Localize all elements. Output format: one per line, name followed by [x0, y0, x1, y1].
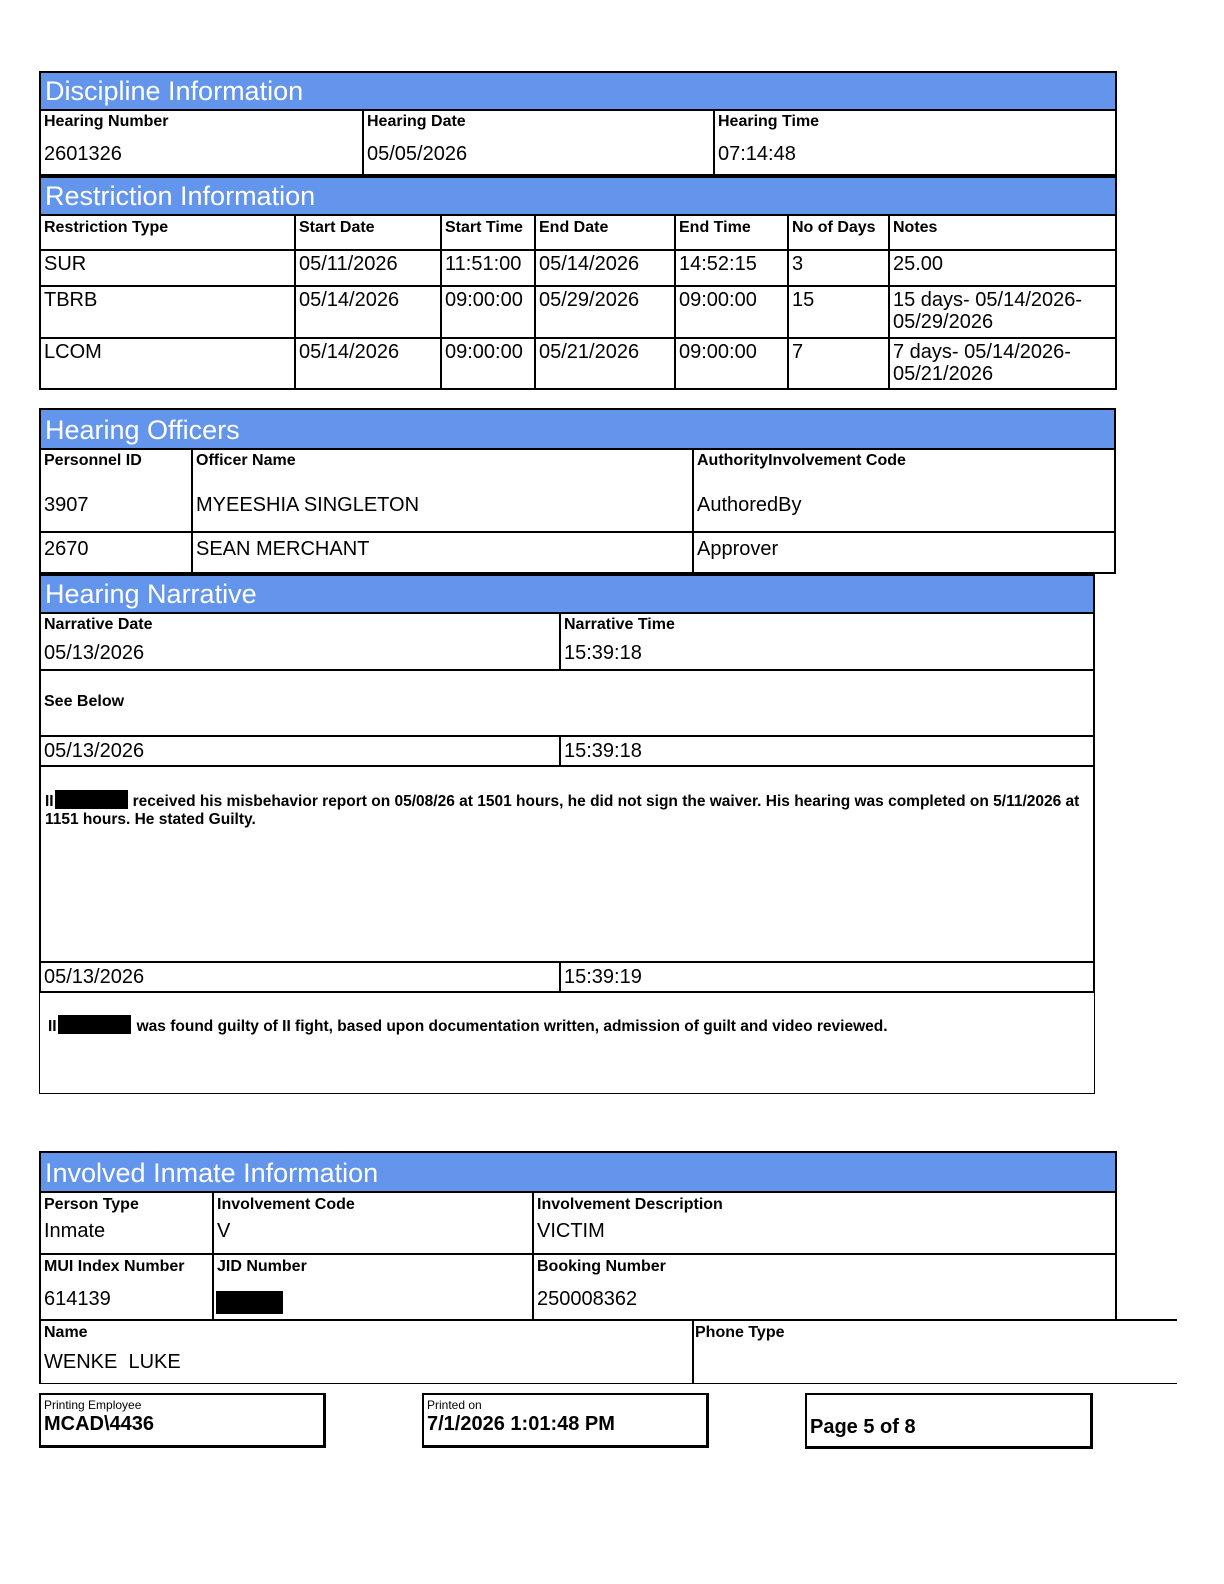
restriction-row-1-start-time: 11:51:00 — [440, 249, 536, 287]
see-below-text: See Below — [44, 693, 125, 710]
hearing-date-value: 05/05/2026 — [367, 143, 468, 165]
restriction-row-2-start-time: 09:00:00 — [440, 285, 536, 339]
name-label: Name — [44, 1324, 88, 1341]
booking-value: 250008362 — [537, 1288, 638, 1310]
restriction-col-notes: Notes — [888, 214, 1117, 251]
jid-cell — [212, 1253, 534, 1321]
hearing-time-value: 07:14:48 — [718, 143, 796, 165]
see-below-cell — [39, 669, 1095, 737]
involvement-desc-cell — [532, 1191, 1117, 1255]
involvement-desc-label: Involvement Description — [537, 1196, 723, 1213]
restriction-row-3-end-time: 09:00:00 — [674, 337, 789, 390]
narrative-date-value: 05/13/2026 — [44, 642, 145, 664]
involvement-code-label: Involvement Code — [217, 1196, 355, 1213]
narrative-time-cell — [559, 612, 1095, 671]
restriction-row-2-start-date: 05/14/2026 — [294, 285, 442, 339]
restriction-row-3-type: LCOM — [39, 337, 296, 390]
officer-name-label: Officer Name — [196, 452, 296, 469]
redaction-block — [58, 1015, 131, 1034]
page-number-box — [805, 1393, 1093, 1449]
restriction-col-start-time: Start Time — [440, 214, 536, 251]
involvement-code-cell — [212, 1191, 534, 1255]
narrative-section-header: Hearing Narrative — [39, 574, 1095, 614]
restriction-row-3-notes: 7 days- 05/14/2026-05/21/2026 — [888, 337, 1117, 390]
restriction-row-3-start-time: 09:00:00 — [440, 337, 536, 390]
restriction-col-start-date: Start Date — [294, 214, 442, 251]
narrative-entry-1-date: 05/13/2026 — [39, 735, 561, 767]
officer-row-1-id: 3907 — [44, 494, 89, 516]
booking-cell — [532, 1253, 1117, 1321]
person-type-value: Inmate — [44, 1220, 106, 1242]
phone-type-cell — [692, 1319, 1177, 1384]
booking-label: Booking Number — [537, 1258, 666, 1275]
hearing-time-cell — [713, 109, 1117, 176]
printed-on-value: 7/1/2026 1:01:48 PM — [427, 1413, 615, 1435]
hearing-number-label: Hearing Number — [44, 113, 169, 130]
printing-employee-value: MCAD\4436 — [44, 1413, 155, 1435]
narrative-entry-2-time: 15:39:19 — [559, 961, 1095, 993]
jid-redaction-block — [216, 1291, 283, 1314]
printed-on-label: Printed on — [427, 1398, 482, 1412]
inmate-section-header: Involved Inmate Information — [39, 1151, 1117, 1193]
mui-label: MUI Index Number — [44, 1258, 185, 1275]
restriction-row-3-end-date: 05/21/2026 — [534, 337, 676, 390]
narrative-entry-1-text: received his misbehavior report on 05/08/26 at 1501 hours, he did not sign the waiver. His hearing was completed on 5/11/2026 at 1151 hours. He stated Guilty. — [45, 793, 1080, 828]
hearing-date-cell — [362, 109, 715, 176]
officers-section-header: Hearing Officers — [39, 408, 1116, 450]
narrative-entry-2-text: was found guilty of II fight, based upon documentation written, admission of guilt and video reviewed. — [136, 1018, 888, 1035]
printing-employee-label: Printing Employee — [44, 1398, 142, 1412]
restriction-row-2-end-date: 05/29/2026 — [534, 285, 676, 339]
restriction-row-1-type: SUR — [39, 249, 296, 287]
restriction-col-type: Restriction Type — [39, 214, 296, 251]
restriction-row-1-days: 3 — [787, 249, 890, 287]
restriction-row-2-type: TBRB — [39, 285, 296, 339]
narrative-time-label: Narrative Time — [564, 616, 675, 633]
officer-row-2-id: 2670 — [39, 531, 193, 574]
restriction-row-2-end-time: 09:00:00 — [674, 285, 789, 339]
mui-value: 614139 — [44, 1288, 111, 1310]
narrative-entry-1-prefix: II — [45, 793, 54, 810]
officer-row-2-code: Approver — [692, 531, 1116, 574]
name-value: WENKE LUKE — [44, 1351, 181, 1373]
restriction-row-2-notes: 15 days- 05/14/2026-05/29/2026 — [888, 285, 1117, 339]
narrative-time-value: 15:39:18 — [564, 642, 642, 664]
officer-col-authority — [692, 448, 1116, 533]
page-number: Page 5 of 8 — [810, 1416, 916, 1438]
restriction-col-end-date: End Date — [534, 214, 676, 251]
discipline-section-header: Discipline Information — [39, 71, 1117, 111]
officer-col-personnel-id — [39, 448, 193, 533]
narrative-entry-2-paragraph — [40, 991, 1094, 1036]
officer-row-2-name: SEAN MERCHANT — [191, 531, 694, 574]
person-type-label: Person Type — [44, 1196, 139, 1213]
officer-row-1-code: AuthoredBy — [697, 494, 802, 516]
narrative-date-cell — [39, 612, 561, 671]
restriction-row-3-days: 7 — [787, 337, 890, 390]
printed-on-box — [422, 1393, 709, 1448]
restriction-col-end-time: End Time — [674, 214, 789, 251]
hearing-time-label: Hearing Time — [718, 113, 820, 130]
printing-employee-box — [39, 1393, 326, 1448]
narrative-entry-1-paragraph — [41, 767, 1093, 829]
restriction-row-1-notes: 25.00 — [888, 249, 1117, 287]
narrative-date-label: Narrative Date — [44, 616, 153, 633]
narrative-entry-2-prefix: II — [48, 1018, 57, 1035]
hearing-date-label: Hearing Date — [367, 113, 466, 130]
officer-col-name — [191, 448, 694, 533]
restriction-row-1-end-time: 14:52:15 — [674, 249, 789, 287]
restriction-section-header: Restriction Information — [39, 176, 1117, 216]
phone-type-label: Phone Type — [695, 1324, 785, 1341]
officer-row-1-name: MYEESHIA SINGLETON — [196, 494, 420, 516]
mui-cell — [39, 1253, 214, 1321]
restriction-col-days: No of Days — [787, 214, 890, 251]
restriction-row-1-start-date: 05/11/2026 — [294, 249, 442, 287]
redaction-block — [55, 790, 128, 809]
narrative-entry-1-body — [39, 765, 1095, 963]
restriction-row-3-start-date: 05/14/2026 — [294, 337, 442, 390]
narrative-entry-1-time: 15:39:18 — [559, 735, 1095, 767]
hearing-number-cell — [39, 109, 364, 176]
restriction-row-1-end-date: 05/14/2026 — [534, 249, 676, 287]
authority-code-label: AuthorityInvolvement Code — [697, 452, 906, 469]
involvement-desc-value: VICTIM — [537, 1220, 605, 1242]
personnel-id-label: Personnel ID — [44, 452, 142, 469]
restriction-row-2-days: 15 — [787, 285, 890, 339]
narrative-entry-2-date: 05/13/2026 — [39, 961, 561, 993]
name-cell — [39, 1319, 694, 1384]
jid-label: JID Number — [217, 1258, 307, 1275]
person-type-cell — [39, 1191, 214, 1255]
hearing-number-value: 2601326 — [44, 143, 122, 165]
narrative-entry-2-body — [39, 991, 1095, 1094]
involvement-code-value: V — [217, 1220, 231, 1242]
